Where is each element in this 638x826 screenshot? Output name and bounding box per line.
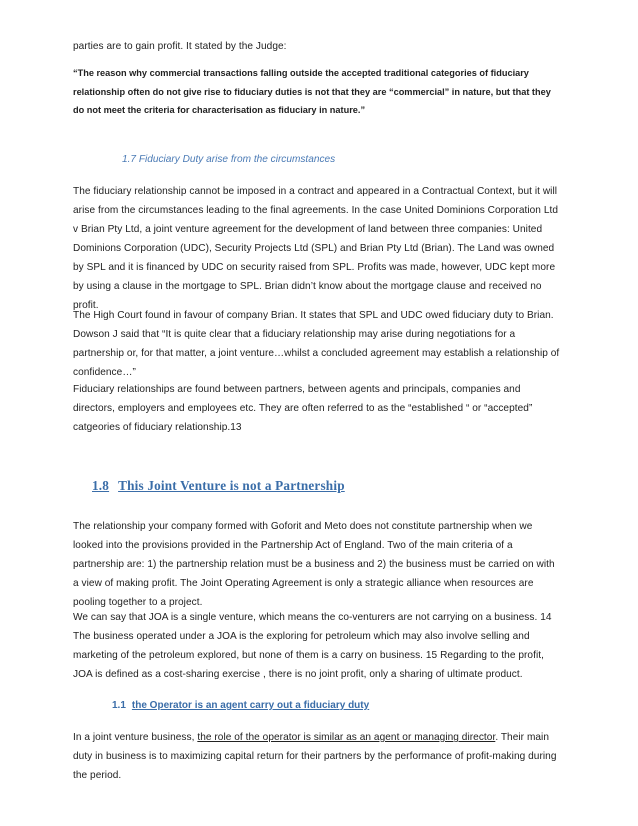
paragraph-operator-before: In a joint venture business, [73, 732, 198, 743]
judge-quote: “The reason why commercial transactions falling outside the accepted traditional categories of fiduciary relationship often do not give rise to fiduciary duties is not that they are “commercial” in nature, but that they do not meet the criteria for characterisation as fiduciary in nature.” [73, 68, 551, 115]
heading-1-8 [92, 478, 345, 494]
paragraph-partnership: The relationship your company formed with Goforit and Meto does not constitute partnership when we looked into the provisions provided in the Partnership Act of England. Two of the main criteria of a partnership are: 1) the partnership relation must be a business and 2) the business must be carried on with a view of making profit. The Joint Operating Agreement is only a strategic alliance when resources are pooling together to a project. [73, 521, 555, 608]
paragraph-joa: We can say that JOA is a single venture, which means the co-venturers are not carrying on a business. 14 The business operated under a JOA is the exploring for petroleum which may also involve selling and marketing of the petroleum explored, but none of them is a carry on business. 15 Regarding to the profit, JOA is defined as a cost-sharing exercise , there is no joint profit, only a sharing of ultimate product. [73, 612, 552, 680]
heading-1-1-number: 1.1 [112, 700, 126, 711]
paragraph-fiduciary-categories: Fiduciary relationships are found between partners, between agents and principals, companies and directors, employers and employees etc. They are often referred to as the “established “ or “accepted” catgeories of fiduciary relationship.13 [73, 384, 533, 433]
paragraph-high-court: The High Court found in favour of company Brian. It states that SPL and UDC owed fiduciary duty to Brian. Dowson J said that “It is quite clear that a fiduciary relationship may arise during negotiations for a partnership or, for that matter, a joint venture…whilst a concluded agreement may establish a relationship of confidence…” [73, 310, 560, 378]
paragraph-circumstances: The fiduciary relationship cannot be imposed in a contract and appeared in a Contractual Context, but it will arise from the circumstances leading to the final agreements. In the case United Dominions Corporation Ltd v Brian Pty Ltd, a joint venture agreement for the development of land between three companies: United Dominions Corporation (UDC), Security Projects Ltd (SPL) and Brian Pty Ltd (Brian). The Land was owned by SPL and it is financed by UDC on security raised from SPL. Profits was made, however, UDC kept more by using a clause in the mortgage to SPL. Brian didn’t know about the mortgage clause and received no profit. [73, 186, 558, 311]
heading-1-8-title: This Joint Venture is not a Partnership [118, 478, 345, 493]
heading-1-7: 1.7 Fiduciary Duty arise from the circumstances [122, 154, 336, 165]
paragraph-operator-after: . Their main duty in business is to maximizing capital return for their partners by the performance of profit-making during the period. [73, 732, 557, 781]
heading-1-1-title: the Operator is an agent carry out a fiduciary duty [131, 700, 370, 711]
intro-paragraph: parties are to gain profit. It stated by the Judge: [73, 41, 287, 52]
paragraph-operator [73, 728, 563, 785]
heading-1-1 [112, 700, 369, 711]
paragraph-operator-underlined: the role of the operator is similar as an agent or managing director [197, 732, 496, 743]
heading-1-8-number: 1.8 [92, 478, 110, 493]
